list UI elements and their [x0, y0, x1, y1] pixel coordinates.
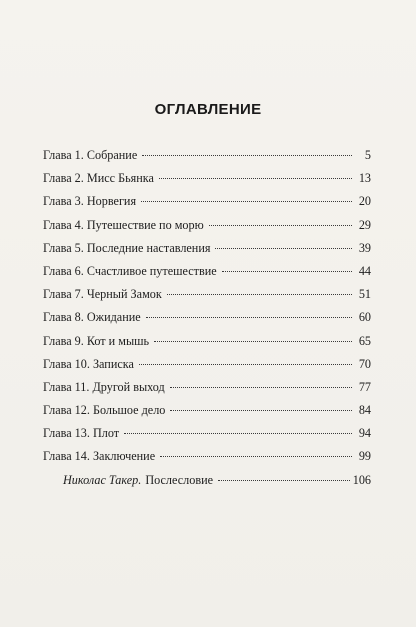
toc-entry-title: Глава 14. Заключение — [43, 449, 156, 464]
toc-leader-dots — [160, 456, 352, 457]
toc-leader-dots — [167, 294, 352, 295]
toc-leader-dots — [215, 248, 352, 249]
toc-entry-title: Глава 8. Ожидание — [43, 310, 141, 325]
toc-entry — [43, 353, 371, 376]
toc-leader-dots — [154, 341, 352, 342]
toc-entry — [43, 399, 371, 422]
toc-leader-dots — [142, 155, 352, 156]
toc-entry — [43, 260, 371, 283]
toc-entry-title: Глава 4. Путешествие по морю — [43, 217, 204, 232]
toc-entry-title: Глава 6. Счастливое путешествие — [43, 263, 217, 278]
toc-afterword-label: Послесловие — [145, 472, 214, 487]
toc-leader-dots — [209, 225, 352, 226]
toc-leader-dots — [170, 410, 352, 411]
toc-entry-page: 60 — [358, 310, 371, 325]
toc-leader-dots — [139, 364, 352, 365]
toc-entry — [43, 422, 371, 445]
toc-entry-page: 20 — [358, 194, 371, 209]
toc-entry-page: 106 — [352, 472, 371, 487]
toc-leader-dots — [218, 480, 350, 481]
toc-leader-dots — [170, 387, 352, 388]
toc-entry-page: 70 — [358, 356, 371, 371]
toc-entry-title: Глава 2. Мисс Бьянка — [43, 171, 154, 186]
toc-entry-page: 29 — [358, 217, 371, 232]
toc-entry-title: Глава 5. Последние наставления — [43, 240, 211, 255]
toc-leader-dots — [124, 433, 352, 434]
toc-entry-title: Глава 13. Плот — [43, 426, 120, 441]
toc-entry-title: Глава 12. Большое дело — [43, 403, 166, 418]
toc-entry — [43, 330, 371, 353]
toc-leader-dots — [159, 178, 352, 179]
toc-entry-page: 13 — [358, 171, 371, 186]
toc-entry-page: 77 — [358, 379, 371, 394]
toc-entry-page: 84 — [358, 403, 371, 418]
toc-afterword-author: Николас Такер. — [63, 472, 142, 487]
toc-entry-title: Глава 11. Другой выход — [43, 379, 165, 394]
toc-entry — [43, 190, 371, 213]
toc-entry — [43, 376, 371, 399]
toc-heading: ОГЛАВЛЕНИЕ — [154, 101, 262, 118]
toc-entry-page: 44 — [358, 263, 371, 278]
toc-entry — [43, 445, 371, 468]
toc-entry-page: 51 — [358, 287, 371, 302]
toc-entry-afterword — [43, 469, 371, 492]
toc-entry-page: 5 — [364, 148, 371, 162]
toc-entry-title: Глава 10. Записка — [43, 356, 134, 371]
toc-entry-title: Глава 1. Собрание — [43, 148, 138, 162]
toc-entry-title: Глава 7. Черный Замок — [43, 287, 162, 302]
toc-entry — [43, 283, 371, 306]
toc-entry-title: Глава 9. Кот и мышь — [43, 333, 150, 348]
toc-entry — [43, 237, 371, 260]
toc-entry-title: Глава 3. Норвегия — [43, 194, 137, 209]
toc-leader-dots — [146, 317, 352, 318]
toc-entry-page: 99 — [358, 449, 371, 464]
table-of-contents — [43, 144, 371, 492]
toc-entry — [43, 306, 371, 329]
toc-entry — [43, 167, 371, 190]
toc-afterword-title — [63, 469, 215, 492]
toc-entry — [43, 214, 371, 237]
toc-entry-page: 94 — [358, 426, 371, 441]
toc-entry-page: 39 — [358, 240, 371, 255]
toc-leader-dots — [141, 201, 352, 202]
toc-leader-dots — [222, 271, 352, 272]
toc-entry-page: 65 — [358, 333, 371, 348]
toc-entry — [43, 144, 371, 167]
